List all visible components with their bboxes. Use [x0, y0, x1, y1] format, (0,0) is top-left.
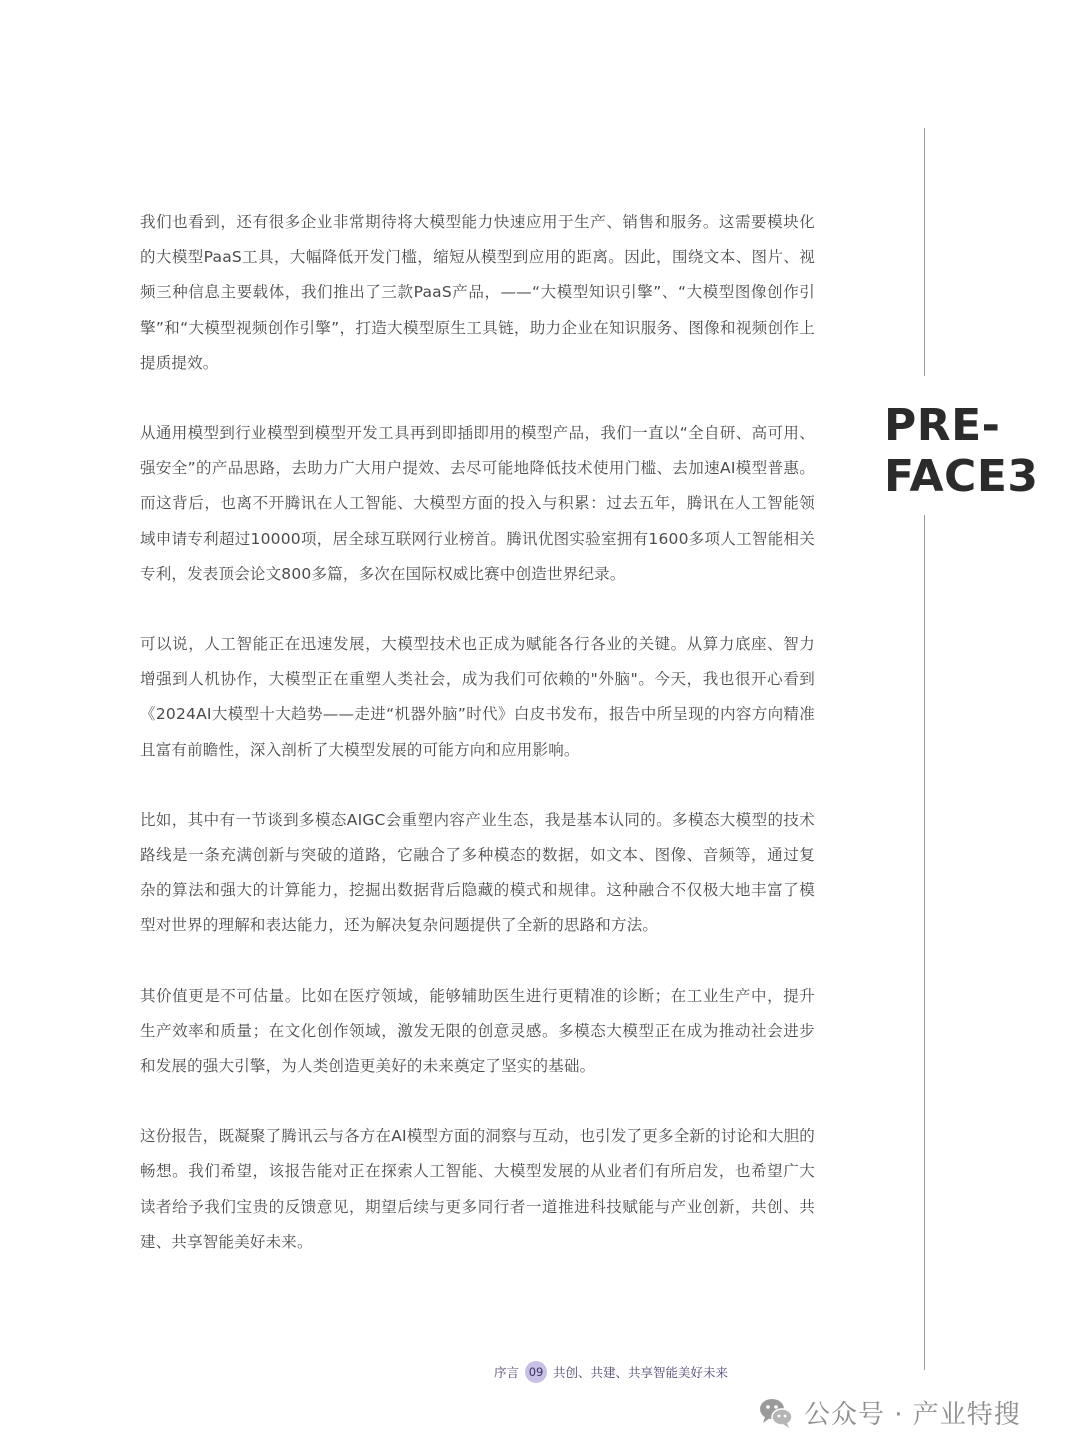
page-number-badge: 09: [525, 1361, 547, 1383]
side-title-line-2: FACE3: [884, 451, 1039, 502]
body-text: [140, 205, 815, 1295]
paragraph-2: 从通用模型到行业模型到模型开发工具再到即插即用的模型产品，我们一直以“全自研、高可用、强安全”的产品思路，去助力广大用户提效、去尽可能地降低技术使用门槛、去加速AI模型普惠。而这背后，也离不开腾讯在人工智能、大模型方面的投入与积累：过去五年，腾讯在人工智能领域申请专利超过10000项，居全球互联网行业榜首。腾讯优图实验室拥有1600多项人工智能相关专利，发表顶会论文800多篇，多次在国际权威比赛中创造世界纪录。: [140, 424, 815, 583]
page-footer: [494, 1359, 728, 1385]
paragraph-4: 比如，其中有一节谈到多模态AIGC会重塑内容产业生态，我是基本认同的。多模态大模型的技术路线是一条充满创新与突破的道路，它融合了多种模态的数据，如文本、图像、音频等，通过复杂的算法和强大的计算能力，挖掘出数据背后隐藏的模式和规律。这种融合不仅极大地丰富了模型对世界的理解和表达能力，还为解决复杂问题提供了全新的思路和方法。: [140, 810, 815, 935]
watermark-text: 公众号 · 产业特搜: [804, 1399, 1021, 1430]
side-divider-bottom: [924, 515, 925, 1370]
paragraph-3: 可以说，人工智能正在迅速发展，大模型技术也正成为赋能各行各业的关键。从算力底座、智力增强到人机协作，大模型正在重塑人类社会，成为我们可依赖的"外脑"。今天，我也很开心看到《2024AI大模型十大趋势——走进“机器外脑”时代》白皮书发布，报告中所呈现的内容方向精准且富有前瞻性，深入剖析了大模型发展的可能方向和应用影响。: [140, 635, 815, 759]
side-title: [884, 400, 1074, 502]
footer-tagline: 共创、共建、共享智能美好未来: [553, 1365, 729, 1380]
side-divider-top: [924, 128, 925, 376]
paragraph-5: 其价值更是不可估量。比如在医疗领域，能够辅助医生进行更精准的诊断；在工业生产中，提升生产效率和质量；在文化创作领域，激发无限的创意灵感。多模态大模型正在成为推动社会进步和发展的强大引擎，为人类创造更美好的未来奠定了坚实的基础。: [140, 986, 815, 1076]
wechat-icon: [756, 1392, 796, 1432]
footer-section: 序言: [494, 1365, 520, 1380]
side-title-line-1: PRE-: [884, 400, 1001, 451]
paragraph-1: 我们也看到，还有很多企业非常期待将大模型能力快速应用于生产、销售和服务。这需要模块化的大模型PaaS工具，大幅降低开发门槛，缩短从模型到应用的距离。因此，围绕文本、图片、视频三种信息主要载体，我们推出了三款PaaS产品，——“大模型知识引擎”、“大模型图像创作引擎”和“大模型视频创作引擎”，打造大模型原生工具链，助力企业在知识服务、图像和视频创作上提质提效。: [140, 213, 815, 372]
watermark: [756, 1392, 1021, 1432]
paragraph-6: 这份报告，既凝聚了腾讯云与各方在AI模型方面的洞察与互动，也引发了更多全新的讨论和大胆的畅想。我们希望，该报告能对正在探索人工智能、大模型发展的从业者们有所启发，也希望广大读者给予我们宝贵的反馈意见，期望后续与更多同行者一道推进科技赋能与产业创新，共创、共建、共享智能美好未来。: [140, 1127, 815, 1251]
